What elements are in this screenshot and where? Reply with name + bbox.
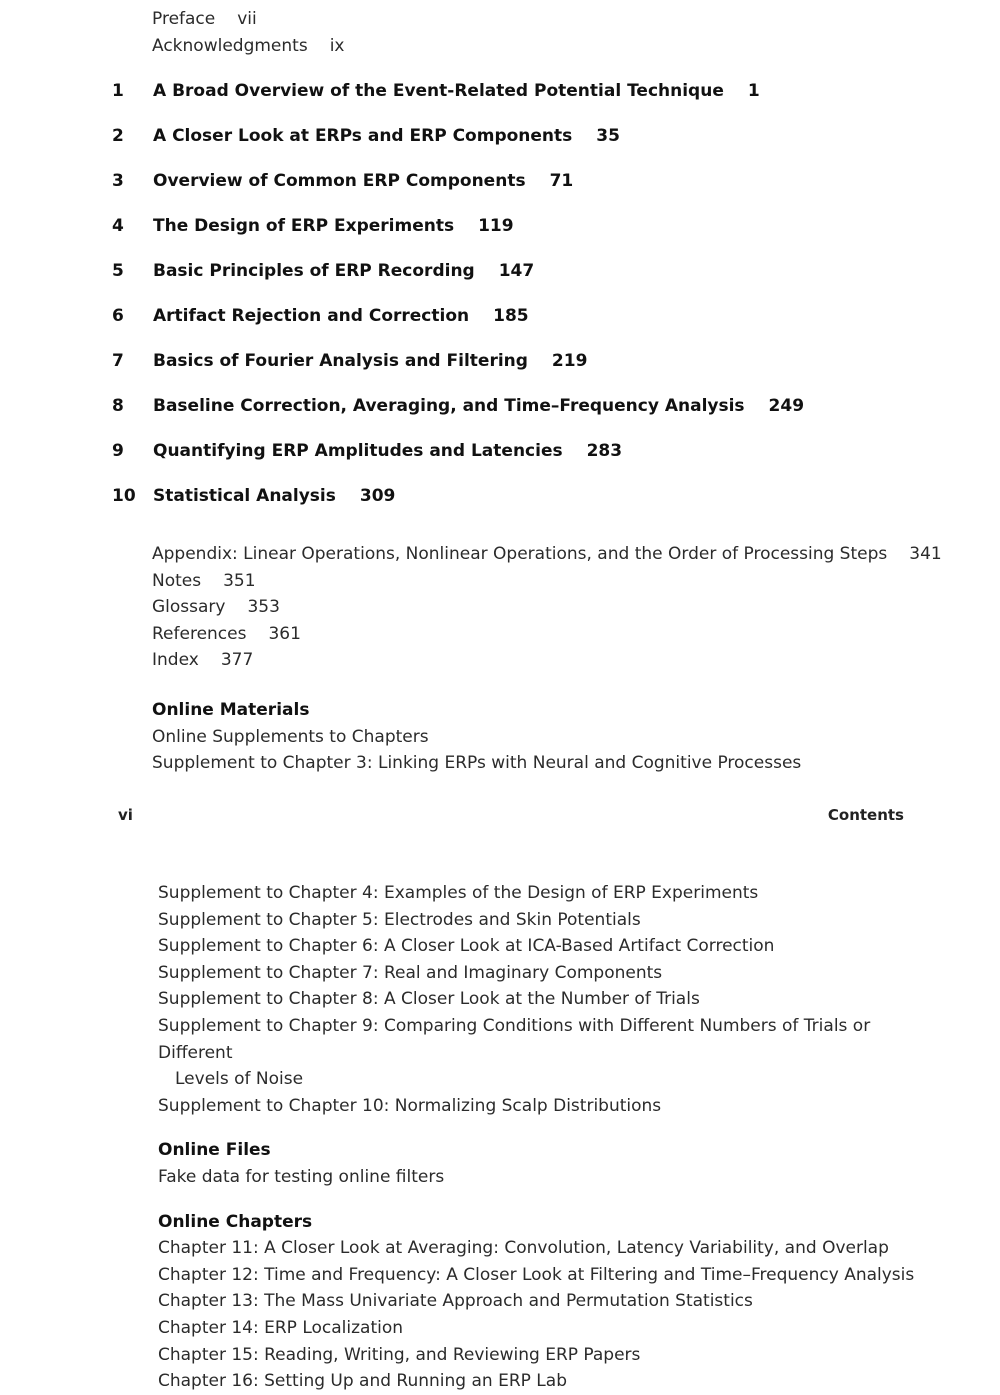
section-heading: Online Chapters [158,1211,313,1232]
chapter-page: 249 [768,396,805,416]
supplement-list [158,880,928,1119]
toc-chapter[interactable] [112,81,912,111]
list-item[interactable]: Online Supplements to Chapters [152,726,429,747]
list-item[interactable]: Chapter 11: A Closer Look at Averaging: Convolution, Latency Variability, and Overlap [158,1238,889,1259]
list-item[interactable]: Fake data for testing online filters [158,1166,445,1187]
chapter-page: 185 [493,306,529,326]
list-item[interactable]: Supplement to Chapter 6: A Closer Look at ICA-Based Artifact Correction [158,936,775,957]
list-item[interactable]: Supplement to Chapter 10: Normalizing Scalp Distributions [158,1095,662,1116]
chapter-title: Basic Principles of ERP Recording [153,261,475,281]
page-number: vi [118,806,133,824]
entry-title: Glossary [152,597,226,618]
front-matter [152,6,344,60]
toc-entry-preface[interactable] [152,6,344,33]
chapter-page: 71 [549,171,574,191]
list-item[interactable]: Supplement to Chapter 7: Real and Imaginary Components [158,962,663,983]
list-item[interactable]: Chapter 13: The Mass Univariate Approach and Permutation Statistics [158,1291,753,1312]
list-item[interactable]: Chapter 14: ERP Localization [158,1317,404,1338]
online-files-section [158,1137,928,1190]
toc-chapter[interactable] [112,351,912,381]
toc-entry-glossary[interactable] [152,594,942,621]
section-heading: Online Materials [152,700,310,720]
list-item-continuation[interactable]: Levels of Noise [175,1069,304,1090]
chapter-number: 9 [112,441,124,461]
entry-page: 341 [909,544,942,564]
list-item[interactable]: Supplement to Chapter 9: Comparing Conditions with Different Numbers of Trials or Different [158,1015,871,1063]
toc-chapter[interactable] [112,216,912,246]
chapter-number: 7 [112,351,124,371]
toc-chapter[interactable] [112,306,912,336]
chapter-number: 1 [112,81,124,101]
chapter-title: Overview of Common ERP Components [153,171,526,191]
chapter-number: 3 [112,171,124,191]
entry-title: References [152,623,247,644]
toc-chapter[interactable] [112,441,912,471]
entry-title: Index [152,650,199,671]
chapter-title: Quantifying ERP Amplitudes and Latencies [153,441,563,461]
list-item[interactable]: Chapter 12: Time and Frequency: A Closer Look at Filtering and Time–Frequency Analysis [158,1264,915,1285]
toc-entry-acknowledgments[interactable] [152,33,344,60]
online-materials-section [152,697,801,777]
entry-page: 361 [268,623,301,644]
list-item[interactable]: Supplement to Chapter 4: Examples of the Design of ERP Experiments [158,883,759,903]
toc-chapter[interactable] [112,171,912,201]
entry-title: Appendix: Linear Operations, Nonlinear Operations, and the Order of Processing Steps [152,544,888,564]
toc-entry-index[interactable] [152,647,942,674]
back-matter [152,541,942,674]
chapter-title: Statistical Analysis [153,486,336,506]
chapter-number: 6 [112,306,124,326]
toc-entry-references[interactable] [152,621,942,648]
entry-title: Preface [152,9,216,29]
toc-chapter[interactable] [112,486,912,516]
chapter-number: 5 [112,261,124,281]
entry-title: Acknowledgments [152,36,308,56]
list-item[interactable]: Supplement to Chapter 3: Linking ERPs with Neural and Cognitive Processes [152,753,802,774]
chapter-number: 4 [112,216,124,236]
chapter-number: 10 [112,486,136,506]
toc-chapter[interactable] [112,126,912,156]
section-heading: Online Files [158,1140,271,1161]
entry-page: 377 [220,650,254,671]
list-item[interactable]: Supplement to Chapter 8: A Closer Look at the Number of Trials [158,989,700,1010]
list-item[interactable]: Chapter 15: Reading, Writing, and Reviewing ERP Papers [158,1344,641,1365]
chapter-title: Baseline Correction, Averaging, and Time–Frequency Analysis [153,396,745,416]
contents-continued [158,880,928,1395]
chapter-page: 219 [551,351,588,371]
chapter-page: 283 [586,441,623,461]
toc-chapter[interactable] [112,396,912,426]
chapter-title: The Design of ERP Experiments [153,216,455,236]
toc-entry-notes[interactable] [152,568,942,595]
chapter-number: 2 [112,126,124,146]
entry-page: ix [329,36,345,56]
chapter-page: 309 [359,486,396,506]
chapter-title: Basics of Fourier Analysis and Filtering [153,351,528,371]
online-chapters-section [158,1209,928,1395]
chapter-title: A Broad Overview of the Event-Related Potential Technique [153,81,724,101]
chapter-title: Artifact Rejection and Correction [153,306,470,326]
chapter-page: 1 [747,81,760,101]
chapter-number: 8 [112,396,124,416]
toc-entry-appendix[interactable] [152,541,942,568]
entry-title: Notes [152,570,202,591]
chapter-page: 147 [498,261,535,281]
running-head: Contents [827,806,904,824]
toc-chapter[interactable] [112,261,912,291]
chapter-title: A Closer Look at ERPs and ERP Components [153,126,573,146]
entry-page: 351 [223,570,256,591]
chapter-page: 35 [596,126,620,146]
list-item[interactable]: Chapter 16: Setting Up and Running an ERP Lab [158,1371,567,1392]
list-item[interactable]: Supplement to Chapter 5: Electrodes and Skin Potentials [158,909,641,930]
entry-page: vii [237,9,257,29]
chapter-page: 119 [478,216,514,236]
entry-page: 353 [247,597,280,618]
